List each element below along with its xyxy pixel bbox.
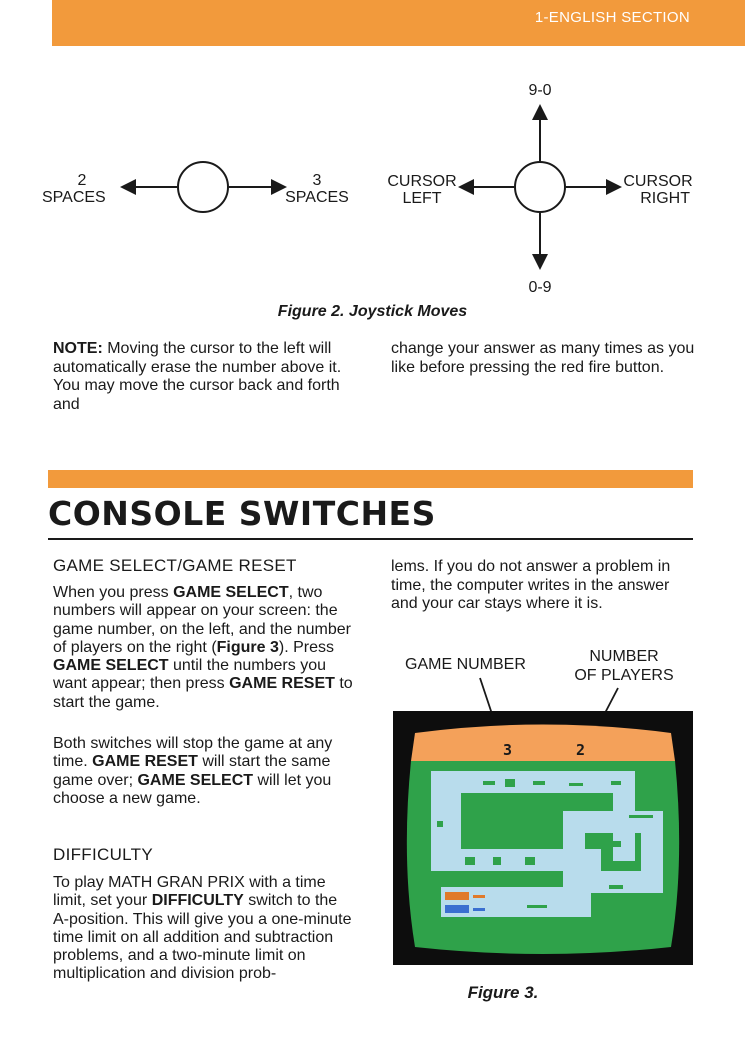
section-label: 1-ENGLISH SECTION: [534, 9, 690, 26]
label-number-of-players: NUMBER OF PLAYERS: [574, 648, 674, 684]
joystick-right-circle: [515, 162, 565, 212]
note-right-column: change your answer as many times as you like before pressing the red fire button.: [391, 340, 695, 376]
game-select-heading: GAME SELECT/GAME RESET: [53, 556, 297, 575]
label-2-spaces: 2 SPACES: [42, 172, 106, 206]
game-select-paragraph-2: Both switches will stop the game at any time. GAME RESET will start the same game over; GAME SELECT will let you choose a new game.: [53, 735, 333, 807]
figure-2-caption: Figure 2. Joystick Moves: [277, 303, 468, 320]
label-9-0: 9-0: [528, 82, 552, 99]
difficulty-paragraph: To play MATH GRAN PRIX with a time limit, set your DIFFICULTY switch to the A-position. This will give you a one-minute time limit on all addition and subtraction problems, and a two-minute limit on multiplication and division prob-: [53, 874, 352, 983]
note-left-column: [53, 340, 343, 414]
figure-3-caption: Figure 3.: [467, 983, 539, 1002]
label-cursor-right: CURSOR RIGHT: [623, 173, 693, 207]
label-cursor-left: CURSOR LEFT: [387, 173, 457, 207]
tv-screen-figure: [393, 711, 693, 965]
right-column-paragraph: lems. If you do not answer a problem in time, the computer writes in the answer and your car stays where it is.: [391, 558, 671, 612]
label-3-spaces: 3 SPACES: [285, 172, 349, 206]
note-lead: NOTE:: [53, 340, 103, 357]
title-rule: [48, 538, 693, 540]
note-left-text: Moving the cursor to the left will automatically erase the number above it. You may move the cursor back and forth and: [53, 340, 342, 413]
difficulty-heading: DIFFICULTY: [53, 845, 153, 864]
players-value: 2: [576, 741, 586, 759]
game-select-paragraph-1: When you press GAME SELECT, two numbers will appear on your screen: the game number, on the left, and the number of players on the right (Figure 3). Press GAME SELECT until the numbers you want appear; then press GAME RESET to start the game.: [53, 584, 353, 711]
score-strip: [411, 725, 675, 762]
label-0-9: 0-9: [528, 279, 552, 296]
game-number-value: 3: [503, 741, 513, 759]
section-title: CONSOLE SWITCHES: [48, 494, 436, 533]
joystick-left-circle: [178, 162, 228, 212]
car-blue: [445, 905, 469, 913]
game-screen: [393, 711, 693, 965]
car-orange: [445, 892, 469, 900]
label-game-number: GAME NUMBER: [405, 656, 526, 673]
section-orange-bar: [48, 470, 693, 488]
